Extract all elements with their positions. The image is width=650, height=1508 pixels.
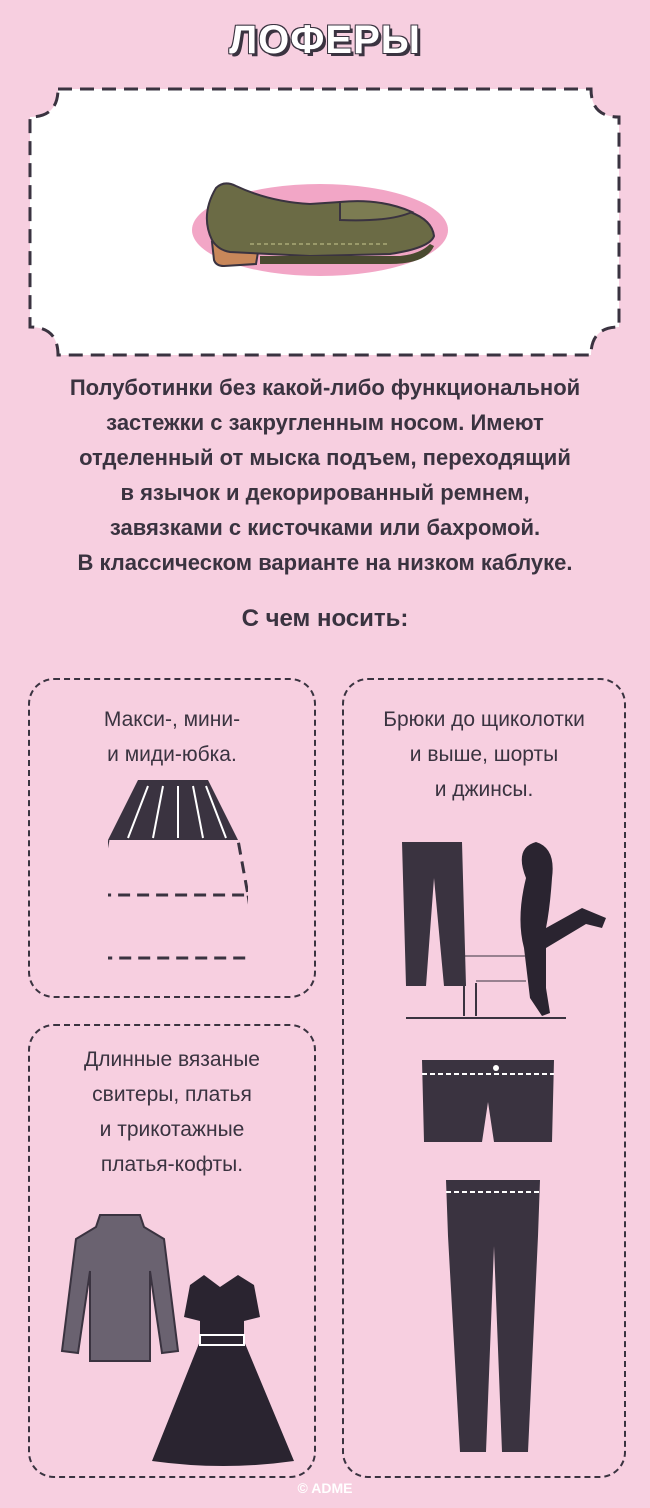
copyright: © ADME (297, 1480, 353, 1496)
watermark: ADME (298, 93, 365, 115)
description-line: В классическом варианте на низком каблуке. (77, 550, 573, 575)
skirt-lengths-icon (108, 780, 248, 970)
skirts-text (30, 702, 314, 772)
jeans-icon (438, 1176, 548, 1460)
shorts-icon (418, 1056, 558, 1148)
trousers-line: и выше, шорты (409, 743, 559, 766)
description-line: Полуботинки без какой-либо функциональной (69, 375, 581, 400)
sweaters-line: Длинные вязаные (84, 1048, 260, 1071)
sweaters-line: и трикотажные (99, 1118, 245, 1141)
page-title: ЛОФЕРЫ (229, 18, 421, 62)
sweaters-line: платья-кофты. (100, 1153, 244, 1176)
skirts-line: Макси-, мини- (103, 708, 241, 731)
watermark: ADME (98, 287, 165, 309)
wear-heading: С чем носить: (241, 605, 409, 632)
description (20, 370, 630, 580)
dress-icon (148, 1271, 298, 1471)
description-line: в язычок и декорированный ремнем, (120, 480, 530, 505)
loafer-icon (190, 160, 450, 280)
watermark: ADME (98, 93, 165, 115)
description-line: застежки с закругленным носом. Имеют (106, 410, 544, 435)
skirts-box (28, 678, 316, 998)
trousers-line: и джинсы. (434, 778, 534, 801)
watermark: ADME (498, 93, 565, 115)
trousers-line: Брюки до щиколотки (383, 708, 585, 731)
cropped-trousers-icon (396, 838, 626, 1028)
description-line: завязками с кисточками или бахромой. (109, 515, 541, 540)
trousers-text (344, 702, 624, 807)
sweaters-line: свитеры, платья (92, 1083, 252, 1106)
sweaters-text (30, 1042, 314, 1182)
watermark: ADME (498, 287, 565, 309)
skirts-line: и миди-юбка. (107, 743, 237, 766)
description-line: отделенный от мыска подъем, переходящий (79, 445, 571, 470)
sweaters-box (28, 1024, 316, 1478)
trousers-box (342, 678, 626, 1478)
